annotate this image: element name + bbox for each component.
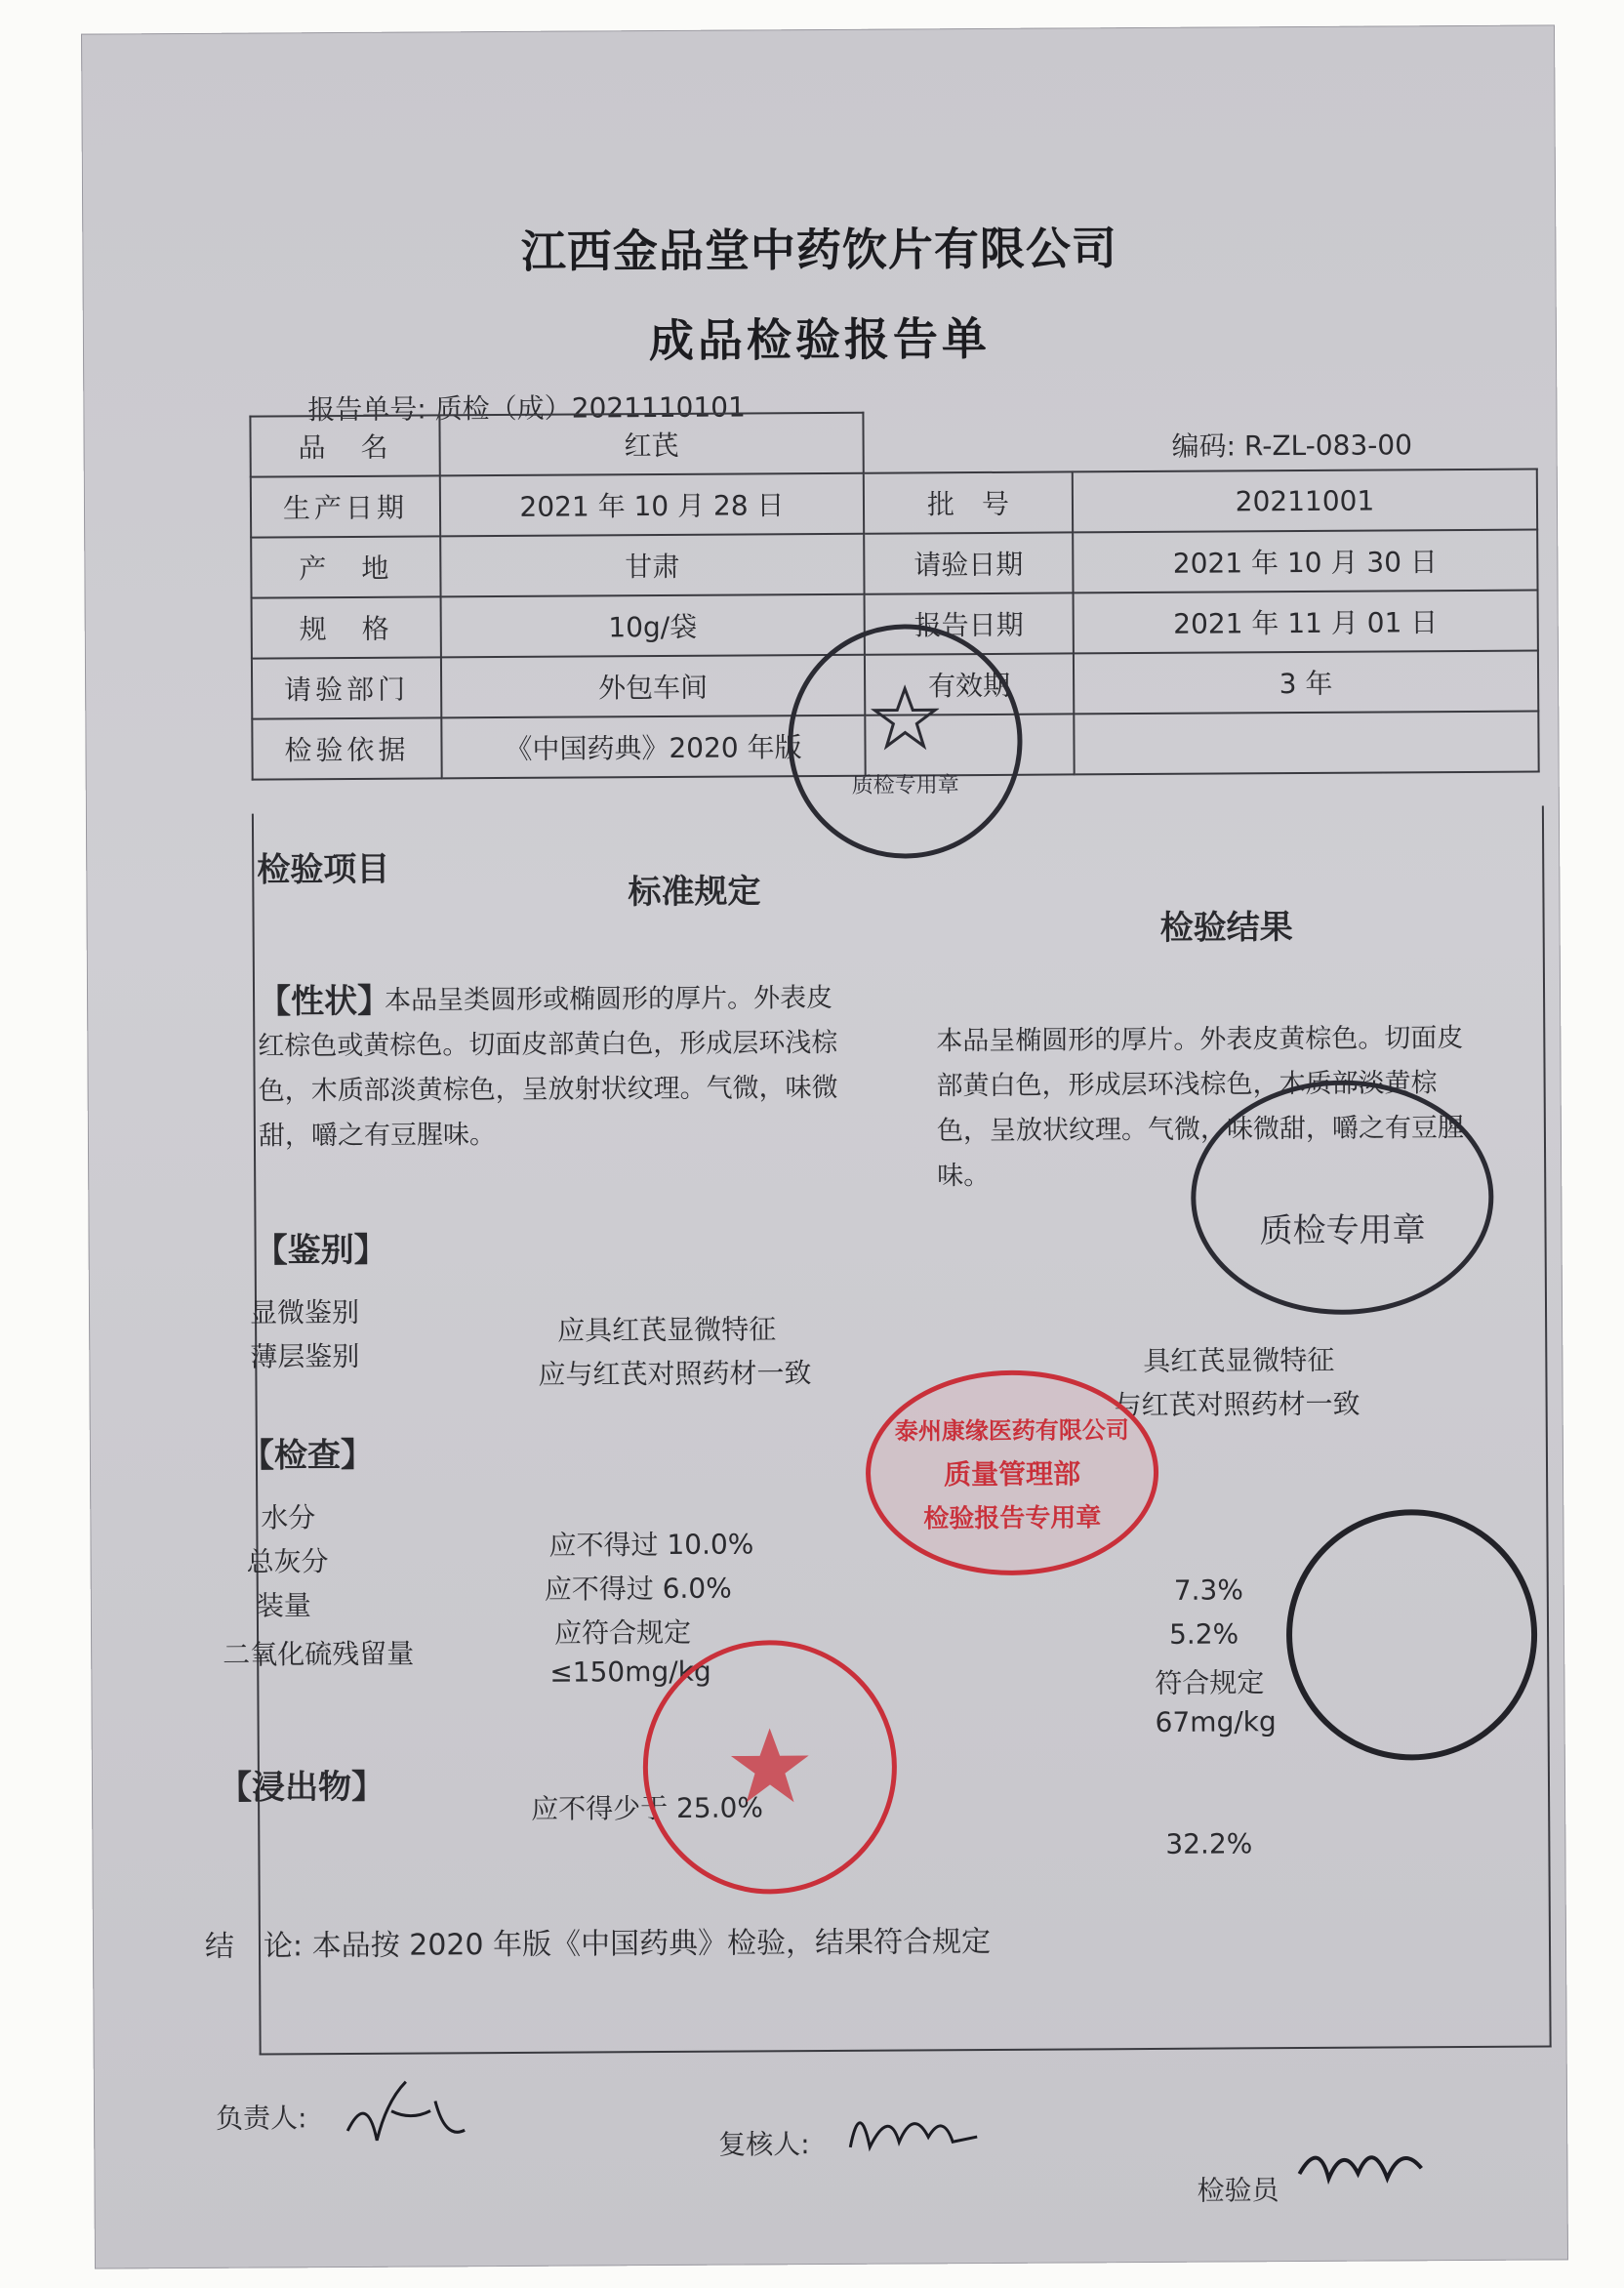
- basis-value: 《中国药典》2020 年版: [441, 715, 865, 779]
- col-standard-header: 标准规定: [628, 872, 761, 913]
- form-code-value: R-ZL-083-00: [1243, 429, 1413, 463]
- traits-heading: 【性状】: [257, 981, 391, 1022]
- qc-stamp-1: [788, 624, 1023, 859]
- report-sheet: [81, 24, 1568, 2268]
- qc-stamp-2-text: 质检专用章: [1259, 1209, 1426, 1250]
- ident-name-1: 显微鉴别: [249, 1295, 360, 1329]
- extract-standard: 应不得少于 25.0%: [531, 1791, 764, 1825]
- round-black-stamp: [1285, 1509, 1538, 1762]
- insp-standard-3: 应符合规定: [553, 1615, 692, 1650]
- report-date-value: 2021 年 11 月 01 日: [1074, 591, 1538, 654]
- qc-stamp-2: [1191, 1080, 1494, 1316]
- ident-result-1: 具红芪显微特征: [1143, 1343, 1335, 1378]
- conclusion: [205, 1917, 991, 1965]
- basis-label: 检验依据: [252, 717, 441, 779]
- inspection-heading: 【检查】: [240, 1435, 375, 1476]
- dept-label: 请验部门: [252, 657, 441, 718]
- reviewer-signature: [840, 2088, 987, 2167]
- star-icon: [871, 684, 939, 753]
- inspector-label: 检验员: [1197, 2174, 1279, 2207]
- name-value: 红芪: [439, 413, 863, 476]
- col-item-header: 检验项目: [257, 849, 390, 890]
- traits-standard: 本品呈类圆形或椭圆形的厚片。外表皮红棕色或黄棕色。切面皮部黄白色，形成层环浅棕色，木质部淡黄棕色，呈放射状纹理。气微，味微甜，嚼之有豆腥味。: [258, 982, 838, 1152]
- star-icon: [726, 1723, 815, 1812]
- batch-label: 批 号: [864, 471, 1073, 533]
- extract-heading: 【浸出物】: [218, 1767, 386, 1808]
- ident-name-2: 薄层鉴别: [250, 1339, 360, 1373]
- company-red-stamp: [642, 1640, 898, 1896]
- traits-result: 本品呈椭圆形的厚片。外表皮黄棕色。切面皮部黄白色，形成层环浅棕色，木质部淡黄棕色，呈放状纹理。气微，味微甜，嚼之有豆腥味。: [936, 1023, 1464, 1192]
- prod-date-label: 生产日期: [251, 475, 440, 537]
- form-code-label: 编码:: [1171, 429, 1237, 463]
- shelf-life-value: 3 年: [1074, 651, 1538, 715]
- conclusion-label: 结 论:: [204, 1929, 304, 1964]
- spec-label: 规 格: [252, 596, 441, 658]
- col-result-header: 检验结果: [1159, 908, 1293, 948]
- req-date-value: 2021 年 10 月 30 日: [1073, 530, 1537, 593]
- insp-result-3: 符合规定: [1155, 1666, 1265, 1699]
- spec-value: 10g/袋: [441, 594, 865, 658]
- manager-signature: [338, 2071, 485, 2160]
- company-name: 江西金品堂中药饮片有限公司: [520, 222, 1118, 278]
- extract-result: 32.2%: [1165, 1827, 1253, 1860]
- manager-label: 负责人:: [215, 2102, 307, 2135]
- req-date-label: 请验日期: [864, 532, 1073, 593]
- insp-standard-4: ≤150mg/kg: [549, 1655, 711, 1689]
- origin-label: 产 地: [251, 536, 440, 597]
- table-row: [251, 530, 1537, 598]
- ident-standard-2: 应与红芪对照药材一致: [538, 1357, 812, 1391]
- shelf-life-label: 有效期: [865, 653, 1074, 715]
- report-date-label: 报告日期: [865, 592, 1074, 654]
- red-stamp-line-1: 泰州康缘医药有限公司: [894, 1416, 1129, 1446]
- pharma-red-stamp: [865, 1369, 1158, 1576]
- insp-result-4: 67mg/kg: [1155, 1705, 1277, 1738]
- table-row: [251, 470, 1537, 538]
- name-label: 品 名: [250, 415, 439, 476]
- insp-result-2: 5.2%: [1168, 1617, 1239, 1651]
- conclusion-text: 本品按 2020 年版《中国药典》检验，结果符合规定: [311, 1924, 992, 1964]
- table-row: [250, 409, 1536, 477]
- qc-stamp-1-text: 质检专用章: [851, 772, 959, 798]
- insp-name-2: 总灰分: [246, 1545, 329, 1578]
- document-title: 成品检验报告单: [648, 311, 992, 368]
- report-number-value: 质检（成）2021110101: [434, 390, 746, 426]
- insp-name-3: 装量: [256, 1589, 311, 1622]
- ident-standard-1: 应具红芪显微特征: [557, 1313, 777, 1347]
- ident-result-2: 与红芪对照药材一致: [1114, 1387, 1360, 1422]
- red-stamp-line-3: 检验报告专用章: [923, 1503, 1102, 1534]
- origin-value: 甘肃: [440, 534, 864, 597]
- prod-date-value: 2021 年 10 月 28 日: [440, 473, 864, 537]
- batch-value: 20211001: [1073, 470, 1537, 533]
- insp-name-4: 二氧化硫残留量: [223, 1637, 415, 1671]
- dept-value: 外包车间: [441, 655, 865, 718]
- insp-standard-1: 应不得过 10.0%: [548, 1528, 754, 1562]
- identification-heading: 【鉴别】: [254, 1230, 387, 1271]
- insp-standard-2: 应不得过 6.0%: [544, 1572, 732, 1606]
- red-stamp-line-2: 质量管理部: [943, 1457, 1081, 1491]
- inspector-signature: [1294, 2129, 1441, 2208]
- insp-name-1: 水分: [261, 1501, 316, 1534]
- reviewer-label: 复核人:: [718, 2128, 810, 2161]
- insp-result-1: 7.3%: [1173, 1573, 1244, 1607]
- report-number-label: 报告单号:: [307, 392, 426, 427]
